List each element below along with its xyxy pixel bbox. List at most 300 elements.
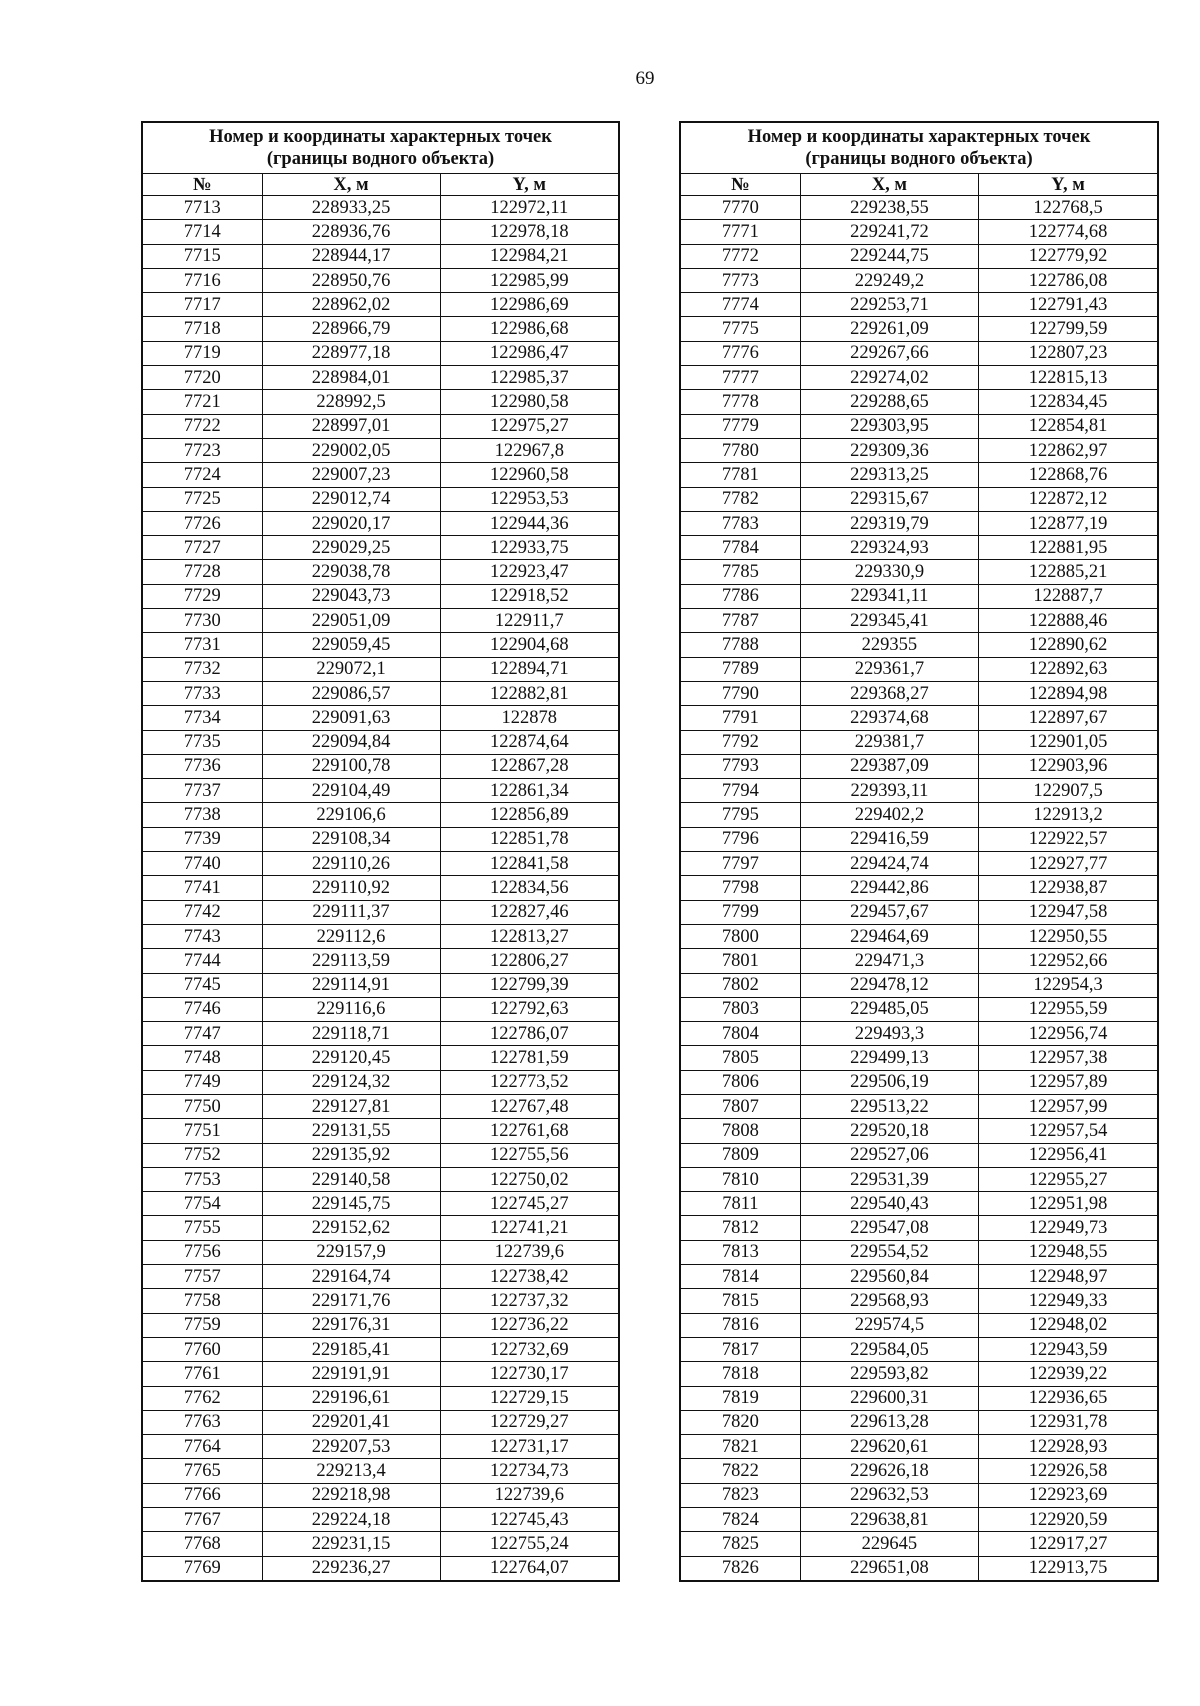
table-row [680,1070,1158,1094]
cell-y: 122779,92 [979,244,1158,268]
cell-y: 122786,08 [979,268,1158,292]
cell-y: 122938,87 [979,876,1158,900]
cell-x: 229185,41 [262,1337,440,1361]
cell-y: 122734,73 [440,1459,619,1483]
cell-y: 122892,63 [979,657,1158,681]
cell-x: 229374,68 [800,706,978,730]
cell-y: 122841,58 [440,852,619,876]
cell-y: 122917,27 [979,1532,1158,1556]
cell-number: 7779 [680,414,800,438]
cell-number: 7749 [142,1070,262,1094]
cell-number: 7821 [680,1435,800,1459]
table-row [142,293,619,317]
cell-x: 228936,76 [262,220,440,244]
table-row [142,196,619,220]
table-row [142,366,619,390]
table-row [680,1022,1158,1046]
cell-y: 122761,68 [440,1119,619,1143]
cell-number: 7716 [142,268,262,292]
table-row [680,1556,1158,1581]
table-row [680,657,1158,681]
cell-y: 122948,55 [979,1240,1158,1264]
table-row [142,1508,619,1532]
table-row [142,341,619,365]
table-row [142,1094,619,1118]
cell-y: 122774,68 [979,220,1158,244]
caption-line-2: (границы водного объекта) [266,149,495,169]
cell-x: 229029,25 [262,536,440,560]
cell-x: 229560,84 [800,1265,978,1289]
header-number: № [680,174,800,196]
cell-y: 122956,41 [979,1143,1158,1167]
cell-y: 122928,93 [979,1435,1158,1459]
cell-number: 7723 [142,438,262,462]
cell-number: 7743 [142,924,262,948]
cell-x: 229116,6 [262,997,440,1021]
cell-y: 122955,27 [979,1167,1158,1191]
cell-y: 122956,74 [979,1022,1158,1046]
cell-y: 122923,69 [979,1483,1158,1507]
table-row [680,1216,1158,1240]
table-row [680,1192,1158,1216]
cell-y: 122739,6 [440,1483,619,1507]
table-row [680,1532,1158,1556]
cell-x: 229111,37 [262,900,440,924]
cell-y: 122745,27 [440,1192,619,1216]
table-row [680,414,1158,438]
cell-number: 7767 [142,1508,262,1532]
cell-x: 229207,53 [262,1435,440,1459]
table-row [142,1410,619,1434]
cell-y: 122985,99 [440,268,619,292]
cell-x: 229632,53 [800,1483,978,1507]
cell-y: 122764,07 [440,1556,619,1581]
cell-number: 7738 [142,803,262,827]
cell-number: 7772 [680,244,800,268]
table-row [142,1070,619,1094]
cell-number: 7729 [142,584,262,608]
cell-y: 122949,33 [979,1289,1158,1313]
cell-y: 122947,58 [979,900,1158,924]
table-row [680,1459,1158,1483]
cell-number: 7758 [142,1289,262,1313]
cell-number: 7788 [680,633,800,657]
table-row [680,1508,1158,1532]
cell-y: 122957,38 [979,1046,1158,1070]
cell-y: 122856,89 [440,803,619,827]
cell-x: 229145,75 [262,1192,440,1216]
cell-x: 229059,45 [262,633,440,657]
table-row [680,949,1158,973]
cell-x: 229051,09 [262,609,440,633]
cell-y: 122741,21 [440,1216,619,1240]
cell-number: 7763 [142,1410,262,1434]
table-caption [142,122,619,174]
table-row [142,536,619,560]
cell-x: 229574,5 [800,1313,978,1337]
cell-number: 7796 [680,827,800,851]
cell-x: 229361,7 [800,657,978,681]
table-row [680,487,1158,511]
table-row [142,706,619,730]
table-row [142,1362,619,1386]
cell-y: 122739,6 [440,1240,619,1264]
cell-y: 122792,63 [440,997,619,1021]
cell-number: 7778 [680,390,800,414]
cell-x: 229387,09 [800,754,978,778]
cell-x: 229012,74 [262,487,440,511]
cell-y: 122755,24 [440,1532,619,1556]
cell-number: 7822 [680,1459,800,1483]
header-x: X, м [800,174,978,196]
cell-number: 7775 [680,317,800,341]
cell-x: 228944,17 [262,244,440,268]
cell-number: 7789 [680,657,800,681]
cell-number: 7747 [142,1022,262,1046]
table-row [680,438,1158,462]
cell-number: 7766 [142,1483,262,1507]
cell-y: 122950,55 [979,924,1158,948]
table-row [142,852,619,876]
table-row [142,317,619,341]
cell-number: 7718 [142,317,262,341]
cell-y: 122731,17 [440,1435,619,1459]
cell-y: 122885,21 [979,560,1158,584]
table-row [142,1240,619,1264]
cell-x: 229600,31 [800,1386,978,1410]
cell-y: 122972,11 [440,196,619,220]
cell-x: 229127,81 [262,1094,440,1118]
cell-y: 122927,77 [979,852,1158,876]
table-row [680,1046,1158,1070]
cell-y: 122967,8 [440,438,619,462]
cell-x: 229499,13 [800,1046,978,1070]
cell-number: 7787 [680,609,800,633]
cell-x: 229288,65 [800,390,978,414]
cell-number: 7825 [680,1532,800,1556]
cell-x: 229303,95 [800,414,978,438]
cell-number: 7795 [680,803,800,827]
table-caption [680,122,1158,174]
table-row [680,1289,1158,1313]
cell-number: 7810 [680,1167,800,1191]
cell-number: 7824 [680,1508,800,1532]
table-row [680,1240,1158,1264]
cell-x: 229520,18 [800,1119,978,1143]
table-row [142,244,619,268]
header-y: Y, м [979,174,1158,196]
cell-x: 229424,74 [800,852,978,876]
cell-y: 122786,07 [440,1022,619,1046]
cell-y: 122951,98 [979,1192,1158,1216]
table-row [680,196,1158,220]
header-y: Y, м [440,174,619,196]
table-row [142,584,619,608]
cell-number: 7806 [680,1070,800,1094]
cell-y: 122736,22 [440,1313,619,1337]
table-row [142,900,619,924]
header-number: № [142,174,262,196]
table-row [142,438,619,462]
cell-y: 122730,17 [440,1362,619,1386]
cell-number: 7752 [142,1143,262,1167]
cell-y: 122955,59 [979,997,1158,1021]
cell-x: 229110,92 [262,876,440,900]
cell-x: 229253,71 [800,293,978,317]
cell-number: 7720 [142,366,262,390]
cell-number: 7719 [142,341,262,365]
cell-x: 229191,91 [262,1362,440,1386]
cell-number: 7764 [142,1435,262,1459]
cell-x: 229157,9 [262,1240,440,1264]
cell-y: 122984,21 [440,244,619,268]
cell-y: 122986,47 [440,341,619,365]
table-row [680,317,1158,341]
cell-x: 229108,34 [262,827,440,851]
cell-number: 7803 [680,997,800,1021]
cell-number: 7732 [142,657,262,681]
cell-x: 229464,69 [800,924,978,948]
table-row [680,1337,1158,1361]
table-row [680,1362,1158,1386]
cell-number: 7794 [680,779,800,803]
cell-x: 229238,55 [800,196,978,220]
cell-y: 122799,59 [979,317,1158,341]
cell-y: 122834,45 [979,390,1158,414]
caption-line-2: (границы водного объекта) [805,149,1033,169]
cell-number: 7776 [680,341,800,365]
table-row [142,1313,619,1337]
table-row [680,341,1158,365]
cell-number: 7713 [142,196,262,220]
cell-y: 122729,27 [440,1410,619,1434]
cell-number: 7725 [142,487,262,511]
cell-y: 122948,97 [979,1265,1158,1289]
table-row [680,803,1158,827]
cell-number: 7740 [142,852,262,876]
cell-x: 229112,6 [262,924,440,948]
cell-number: 7761 [142,1362,262,1386]
cell-x: 228933,25 [262,196,440,220]
cell-x: 229626,18 [800,1459,978,1483]
cell-x: 229114,91 [262,973,440,997]
cell-number: 7808 [680,1119,800,1143]
table-row [142,390,619,414]
cell-y: 122975,27 [440,414,619,438]
cell-x: 229152,62 [262,1216,440,1240]
cell-number: 7750 [142,1094,262,1118]
cell-x: 229106,6 [262,803,440,827]
cell-number: 7815 [680,1289,800,1313]
cell-y: 122933,75 [440,536,619,560]
table-row [142,973,619,997]
cell-number: 7783 [680,511,800,535]
cell-y: 122913,75 [979,1556,1158,1581]
cell-y: 122894,98 [979,681,1158,705]
table-row [680,220,1158,244]
table-row [680,1167,1158,1191]
cell-number: 7717 [142,293,262,317]
table-row [142,1167,619,1191]
cell-x: 229442,86 [800,876,978,900]
cell-y: 122738,42 [440,1265,619,1289]
table-row [142,1337,619,1361]
cell-x: 229020,17 [262,511,440,535]
cell-number: 7812 [680,1216,800,1240]
cell-number: 7814 [680,1265,800,1289]
cell-x: 228950,76 [262,268,440,292]
cell-number: 7798 [680,876,800,900]
cell-x: 229402,2 [800,803,978,827]
cell-y: 122806,27 [440,949,619,973]
cell-x: 229584,05 [800,1337,978,1361]
table-row [680,754,1158,778]
cell-y: 122813,27 [440,924,619,948]
table-row [142,1556,619,1581]
table-row [680,1386,1158,1410]
table-row [680,852,1158,876]
cell-x: 229651,08 [800,1556,978,1581]
cell-x: 229341,11 [800,584,978,608]
cell-number: 7813 [680,1240,800,1264]
cell-number: 7731 [142,633,262,657]
cell-y: 122750,02 [440,1167,619,1191]
table-row [680,1410,1158,1434]
table-row [680,268,1158,292]
cell-y: 122931,78 [979,1410,1158,1434]
table-row [142,1459,619,1483]
cell-y: 122897,67 [979,706,1158,730]
cell-number: 7737 [142,779,262,803]
caption-line-1: Номер и координаты характерных точек [747,127,1091,147]
cell-y: 122957,89 [979,1070,1158,1094]
cell-number: 7757 [142,1265,262,1289]
cell-number: 7768 [142,1532,262,1556]
table-row [142,779,619,803]
cell-number: 7805 [680,1046,800,1070]
table-row [142,876,619,900]
cell-x: 229196,61 [262,1386,440,1410]
cell-x: 229176,31 [262,1313,440,1337]
table-row [680,536,1158,560]
cell-y: 122918,52 [440,584,619,608]
cell-y: 122957,54 [979,1119,1158,1143]
cell-number: 7799 [680,900,800,924]
cell-number: 7733 [142,681,262,705]
table-row [680,779,1158,803]
cell-x: 229527,06 [800,1143,978,1167]
cell-y: 122978,18 [440,220,619,244]
cell-number: 7780 [680,438,800,462]
cell-x: 228962,02 [262,293,440,317]
table-row [680,244,1158,268]
cell-x: 229457,67 [800,900,978,924]
cell-y: 122767,48 [440,1094,619,1118]
cell-x: 229274,02 [800,366,978,390]
cell-x: 229554,52 [800,1240,978,1264]
cell-x: 229135,92 [262,1143,440,1167]
cell-y: 122949,73 [979,1216,1158,1240]
table-row [142,268,619,292]
table-row [142,997,619,1021]
cell-number: 7754 [142,1192,262,1216]
cell-number: 7785 [680,560,800,584]
cell-y: 122923,47 [440,560,619,584]
cell-number: 7756 [142,1240,262,1264]
table-row [142,1119,619,1143]
cell-x: 229568,93 [800,1289,978,1313]
table-row [680,560,1158,584]
cell-x: 229007,23 [262,463,440,487]
cell-number: 7760 [142,1337,262,1361]
cell-number: 7809 [680,1143,800,1167]
cell-number: 7765 [142,1459,262,1483]
cell-y: 122903,96 [979,754,1158,778]
cell-number: 7819 [680,1386,800,1410]
table-row [680,390,1158,414]
cell-number: 7792 [680,730,800,754]
cell-x: 229086,57 [262,681,440,705]
cell-number: 7748 [142,1046,262,1070]
table-row [142,1483,619,1507]
cell-number: 7739 [142,827,262,851]
table-row [680,876,1158,900]
table-row [680,511,1158,535]
cell-x: 229113,59 [262,949,440,973]
cell-number: 7762 [142,1386,262,1410]
cell-number: 7797 [680,852,800,876]
table-row [142,1532,619,1556]
cell-y: 122887,7 [979,584,1158,608]
cell-number: 7730 [142,609,262,633]
cell-y: 122851,78 [440,827,619,851]
cell-y: 122861,34 [440,779,619,803]
table-row [680,463,1158,487]
cell-x: 229645 [800,1532,978,1556]
cell-x: 229531,39 [800,1167,978,1191]
table-row [680,1094,1158,1118]
cell-number: 7820 [680,1410,800,1434]
cell-x: 229261,09 [800,317,978,341]
cell-y: 122954,3 [979,973,1158,997]
cell-x: 229381,7 [800,730,978,754]
table-row [142,633,619,657]
table-row [680,681,1158,705]
cell-y: 122781,59 [440,1046,619,1070]
cell-number: 7793 [680,754,800,778]
table-row [142,1265,619,1289]
cell-y: 122904,68 [440,633,619,657]
cell-y: 122877,19 [979,511,1158,535]
cell-number: 7777 [680,366,800,390]
cell-x: 229393,11 [800,779,978,803]
table-row [680,633,1158,657]
cell-y: 122890,62 [979,633,1158,657]
cell-number: 7791 [680,706,800,730]
cell-x: 229267,66 [800,341,978,365]
cell-y: 122944,36 [440,511,619,535]
table-row [142,1216,619,1240]
cell-x: 229493,3 [800,1022,978,1046]
cell-y: 122920,59 [979,1508,1158,1532]
cell-y: 122827,46 [440,900,619,924]
cell-x: 229213,4 [262,1459,440,1483]
cell-number: 7817 [680,1337,800,1361]
cell-x: 229315,67 [800,487,978,511]
cell-number: 7736 [142,754,262,778]
cell-x: 229118,71 [262,1022,440,1046]
table-row [142,924,619,948]
